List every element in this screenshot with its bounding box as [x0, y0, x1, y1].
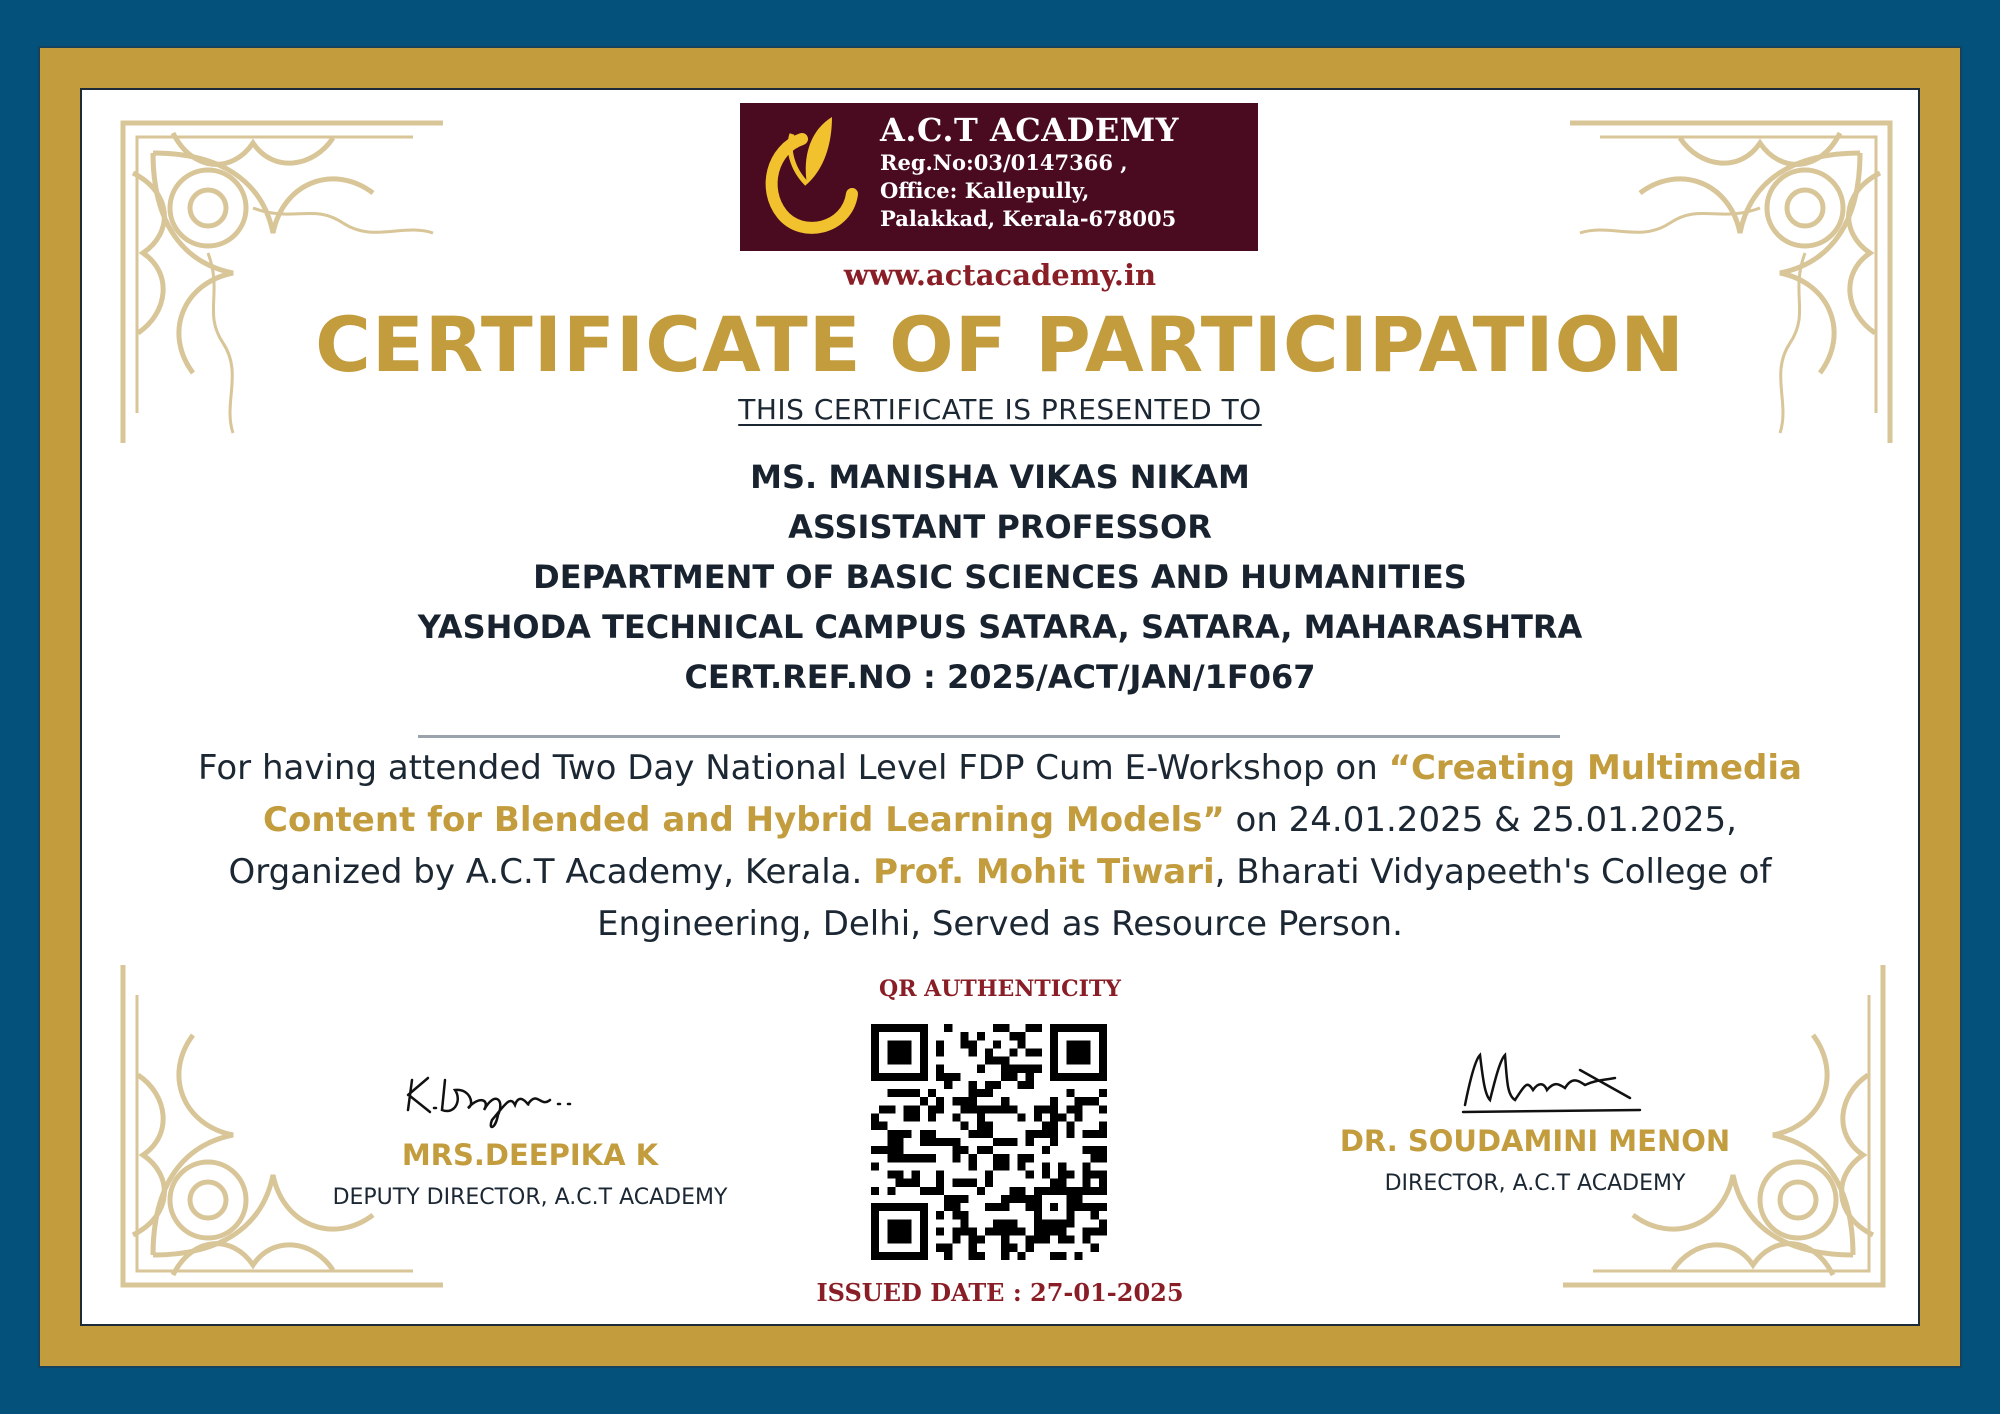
recipient-details	[0, 452, 2000, 702]
qr-authenticity-label: QR AUTHENTICITY	[879, 976, 1121, 1002]
academy-logo	[740, 103, 1258, 251]
divider-line	[418, 735, 1560, 738]
signatory-left-name: MRS.DEEPIKA K	[401, 1138, 659, 1172]
resource-person: Prof. Mohit Tiwari	[873, 852, 1215, 892]
issued-date: ISSUED DATE : 27-01-2025	[816, 1278, 1184, 1307]
certificate-title: CERTIFICATE OF PARTICIPATION	[315, 300, 1685, 389]
recipient-institution: YASHODA TECHNICAL CAMPUS SATARA, SATARA, MAHARASHTRA	[417, 608, 1583, 646]
certificate-ref-no: CERT.REF.NO : 2025/ACT/JAN/1F067	[684, 658, 1316, 696]
leaf-emblem-icon	[752, 109, 862, 245]
presented-to-label: THIS CERTIFICATE IS PRESENTED TO	[738, 393, 1262, 426]
signatory-right-role: DIRECTOR, A.C.T ACADEMY	[1384, 1171, 1686, 1196]
signature-icon	[1455, 1040, 1655, 1120]
recipient-designation: ASSISTANT PROFESSOR	[788, 508, 1212, 546]
qr-code-icon[interactable]	[871, 1024, 1107, 1260]
website-link[interactable]: www.actacademy.in	[843, 258, 1157, 292]
signature-icon	[400, 1060, 590, 1140]
academy-address: Palakkad, Kerala-678005	[880, 206, 1177, 231]
academy-name: A.C.T ACADEMY	[880, 111, 1179, 149]
signatory-right-name: DR. SOUDAMINI MENON	[1339, 1124, 1731, 1158]
certificate-body: For having attended Two Day National Level FDP Cum E-Workshop on “Creating Multimedia Content for Blended and Hybrid Learning Models” on 24.01.2025 & 25.01.2025, Organized by A.C.T Academy, Kerala. Prof. Mohit Tiwari, Bharati Vidyapeeth's College of Engineering, Delhi, Served as Resource Person.	[198, 748, 1802, 944]
recipient-department: DEPARTMENT OF BASIC SCIENCES AND HUMANITIES	[533, 558, 1467, 596]
workshop-topic: “Creating Multimedia Content for Blended and Hybrid Learning Models”	[263, 748, 1802, 840]
academy-office: Office: Kallepully,	[880, 178, 1090, 203]
recipient-name: MS. MANISHA VIKAS NIKAM	[750, 458, 1250, 496]
academy-reg: Reg.No:03/0147366 ,	[880, 150, 1128, 175]
signatory-left-role: DEPUTY DIRECTOR, A.C.T ACADEMY	[332, 1185, 728, 1210]
